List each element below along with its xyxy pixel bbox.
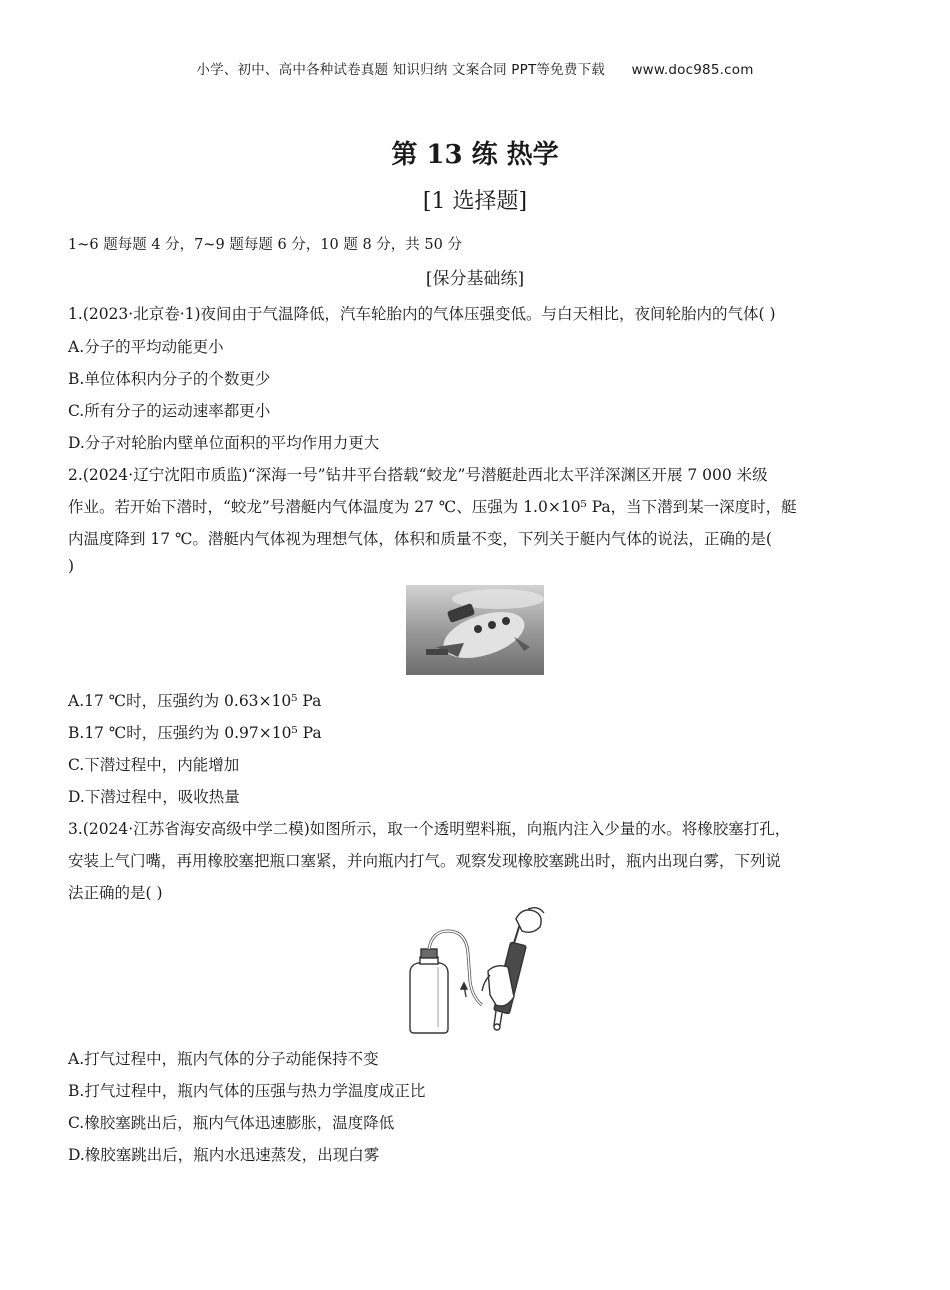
section-heading: [1 选择题] <box>422 189 528 214</box>
q1-option-d: D.分子对轮胎内壁单位面积的平均作用力更大 <box>68 434 380 452</box>
header-url[interactable]: www.doc985.com <box>631 62 754 78</box>
q2-option-c: C.下潜过程中，内能增加 <box>68 756 240 774</box>
q2-stem-line-3: 内温度降到 17 ℃。潜艇内气体视为理想气体，体积和质量不变，下列关于艇内气体的说法，正确的是( <box>68 530 772 548</box>
q2-stem-line-4: ) <box>68 557 75 575</box>
q3-option-b: B.打气过程中，瓶内气体的压强与热力学温度成正比 <box>68 1082 426 1100</box>
subsection-heading: [保分基础练] <box>425 269 525 289</box>
q1-option-a: A.分子的平均动能更小 <box>68 338 224 356</box>
q3-option-a: A.打气过程中，瓶内气体的分子动能保持不变 <box>68 1050 379 1068</box>
scoring-info: 1~6 题每题 4 分，7~9 题每题 6 分，10 题 8 分，共 50 分 <box>68 237 462 253</box>
q2-option-a: A.17 ℃时，压强约为 0.63×10⁵ Pa <box>68 692 322 710</box>
q2-option-d: D.下潜过程中，吸收热量 <box>68 788 240 806</box>
q3-option-c: C.橡胶塞跳出后，瓶内气体迅速膨胀，温度降低 <box>68 1114 395 1132</box>
q3-stem-line-1: 3.(2024·江苏省海安高级中学二模)如图所示，取一个透明塑料瓶，向瓶内注入少量的水。将橡胶塞打孔， <box>68 820 791 838</box>
q1-option-b: B.单位体积内分子的个数更少 <box>68 370 271 388</box>
q1-option-c: C.所有分子的运动速率都更小 <box>68 402 271 420</box>
q3-stem-line-3: 法正确的是( ) <box>68 884 163 902</box>
q1-stem: 1.(2023·北京卷·1)夜间由于气温降低，汽车轮胎内的气体压强变低。与白天相比，夜间轮胎内的气体( ) <box>68 305 776 323</box>
submarine-photo <box>406 585 544 675</box>
q3-option-d: D.橡胶塞跳出后，瓶内水迅速蒸发，出现白雾 <box>68 1146 380 1164</box>
q2-stem-line-1: 2.(2024·辽宁沈阳市质监)“深海一号”钻井平台搭载“蛟龙”号潜艇赴西北太平洋深渊区开展 7 000 米级 <box>68 466 768 484</box>
page-title: 第 13 练 热学 <box>391 140 559 170</box>
bottle-pump-diagram <box>404 905 548 1037</box>
q3-stem-line-2: 安装上气门嘴，再用橡胶塞把瓶口塞紧，并向瓶内打气。观察发现橡胶塞跳出时，瓶内出现白雾，下列说 <box>68 852 782 870</box>
q2-stem-line-2: 作业。若开始下潜时，“蛟龙”号潜艇内气体温度为 27 ℃、压强为 1.0×10⁵ Pa，当下潜到某一深度时，艇 <box>68 498 797 516</box>
q2-option-b: B.17 ℃时，压强约为 0.97×10⁵ Pa <box>68 724 322 742</box>
header-text: 小学、初中、高中各种试卷真题 知识归纳 文案合同 PPT等免费下载 <box>196 62 605 78</box>
page-header <box>0 58 950 78</box>
